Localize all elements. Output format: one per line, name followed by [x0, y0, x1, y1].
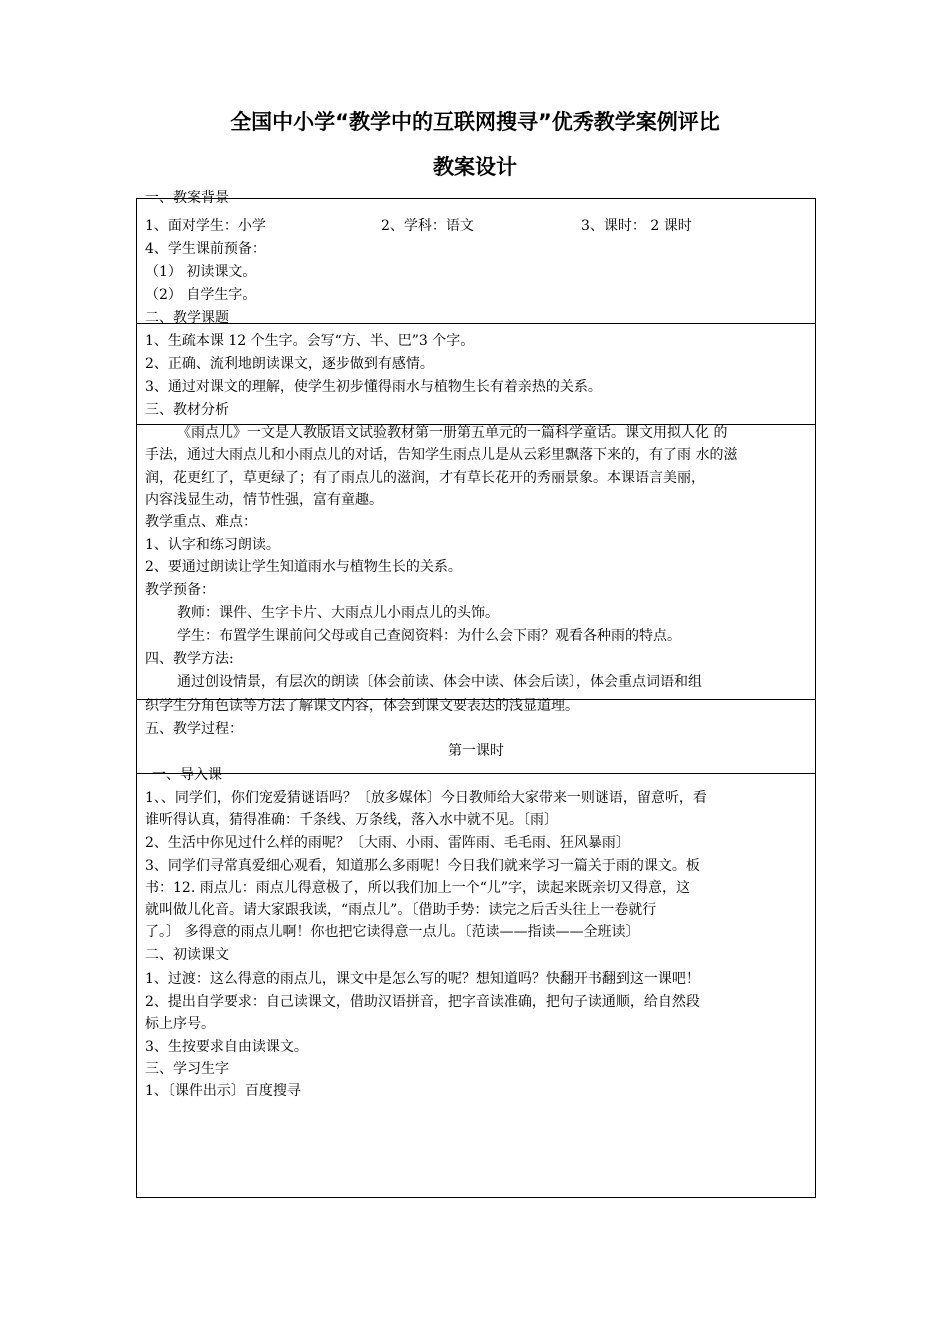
text-line: （2） 自学生字。 — [145, 287, 257, 303]
section-heading: 四、教学方法: — [145, 651, 234, 667]
section-heading: 一、教案背景 — [145, 190, 229, 206]
text-line: 标上序号。 — [145, 1016, 215, 1032]
text-line: 书：12. 雨点儿：雨点儿得意极了，所以我们加上一个“儿”字，读起来既亲切又得意，这 — [145, 880, 691, 896]
text-line: 1、生疏本课 12 个生字。会写“方、半、巴”3 个字。 — [145, 333, 475, 349]
text-line: 2、生活中你见过什么样的雨呢？〔大雨、小雨、雷阵雨、毛毛雨、狂风暴雨〕 — [145, 835, 630, 851]
class-hours: 3、课时： 2 课时 — [581, 218, 692, 234]
page-title: 全国中小学“教学中的互联网搜寻”优秀教学案例评比 — [230, 110, 720, 134]
lesson-label: 第一课时 — [448, 743, 504, 759]
text-line: 1、过渡：这么得意的雨点儿，课文中是怎么写的呢？想知道吗？快翻开书翻到这一课吧！ — [145, 971, 700, 987]
text-line: 就叫做儿化音。请大家跟我读，“雨点儿”。〔借助手势：读完之后舌头往上一卷就行 — [145, 902, 657, 918]
text-line: 3、同学们寻常真爱细心观看，知道那么多雨呢！今日我们就来学习一篇关于雨的课文。板 — [145, 858, 700, 874]
page-subtitle: 教案设计 — [433, 155, 517, 179]
row-divider — [136, 323, 816, 324]
section-heading: 二、初读课文 — [145, 947, 229, 963]
section-heading: 一、导入课 — [152, 767, 222, 783]
section-heading: 三、教材分析 — [145, 402, 229, 418]
text-line: 织学生分角色读等方法了解课文内容，体会到课文要表达的浅显道理。 — [145, 698, 579, 714]
row-divider — [136, 773, 816, 774]
text-line: 了。〕 多得意的雨点儿啊！你也把它读得意一点儿。〔范读——指读——全班读〕 — [145, 924, 640, 940]
text-line: （1） 初读课文。 — [145, 264, 257, 280]
text-line: 谁听得认真，猜得准确：千条线、万条线，落入水中就不见。〔雨〕 — [145, 812, 558, 828]
section-heading: 二、教学课题 — [145, 310, 229, 326]
text-line: 1、、同学们，你们宠爱猜谜语吗？〔放多媒体〕今日教师给大家带来一则谜语，留意听，看 — [145, 790, 707, 806]
text-line: 2、要通过朗读让学生知道雨水与植物生长的关系。 — [145, 559, 462, 575]
text-line: 手法，通过大雨点儿和小雨点儿的对话，告知学生雨点儿是从云彩里飘落下来的，有了雨 水的滋 — [145, 447, 738, 463]
text-line: 教学预备： — [145, 582, 215, 598]
text-line: 《雨点儿》一文是人教版语文试验教材第一册第五单元的一篇科学童话。课文用拟人化 的 — [177, 425, 728, 441]
text-line: 通过创设情景，有层次的朗读〔体会前读、体会中读、体会后读〕，体会重点词语和组 — [177, 674, 702, 690]
text-line: 2、提出自学要求：自己读课文，借助汉语拼音，把字音读准确，把句子读通顺，给自然段 — [145, 994, 700, 1010]
subject: 2、学科：语文 — [381, 218, 474, 234]
text-line: 1、〔课件出示〕百度搜寻 — [145, 1083, 301, 1099]
student-level: 1、面对学生：小学 — [145, 218, 266, 234]
section-heading: 五、教学过程： — [145, 721, 243, 737]
text-line: 教师：课件、生字卡片、大雨点儿小雨点儿的头饰。 — [177, 605, 499, 621]
text-line: 2、正确、流利地朗读课文，逐步做到有感情。 — [145, 356, 434, 372]
text-line: 1、认字和练习朗读。 — [145, 537, 280, 553]
text-line: 学生：布置学生课前问父母或自己查阅资料：为什么会下雨？观看各种雨的特点。 — [177, 628, 681, 644]
text-line: 3、生按要求自由读课文。 — [145, 1039, 308, 1055]
text-line: 润，花更红了，草更绿了；有了雨点儿的滋润，才有草长花开的秀丽景象。本课语言美丽， — [145, 470, 705, 486]
text-line: 教学重点、难点： — [145, 514, 257, 530]
text-line: 内容浅显生动，情节性强，富有童趣。 — [145, 492, 383, 508]
text-line: 4、学生课前预备： — [145, 241, 266, 257]
text-line: 3、通过对课文的理解，使学生初步懂得雨水与植物生长有着亲热的关系。 — [145, 379, 602, 395]
section-heading: 三、学习生字 — [145, 1061, 229, 1077]
